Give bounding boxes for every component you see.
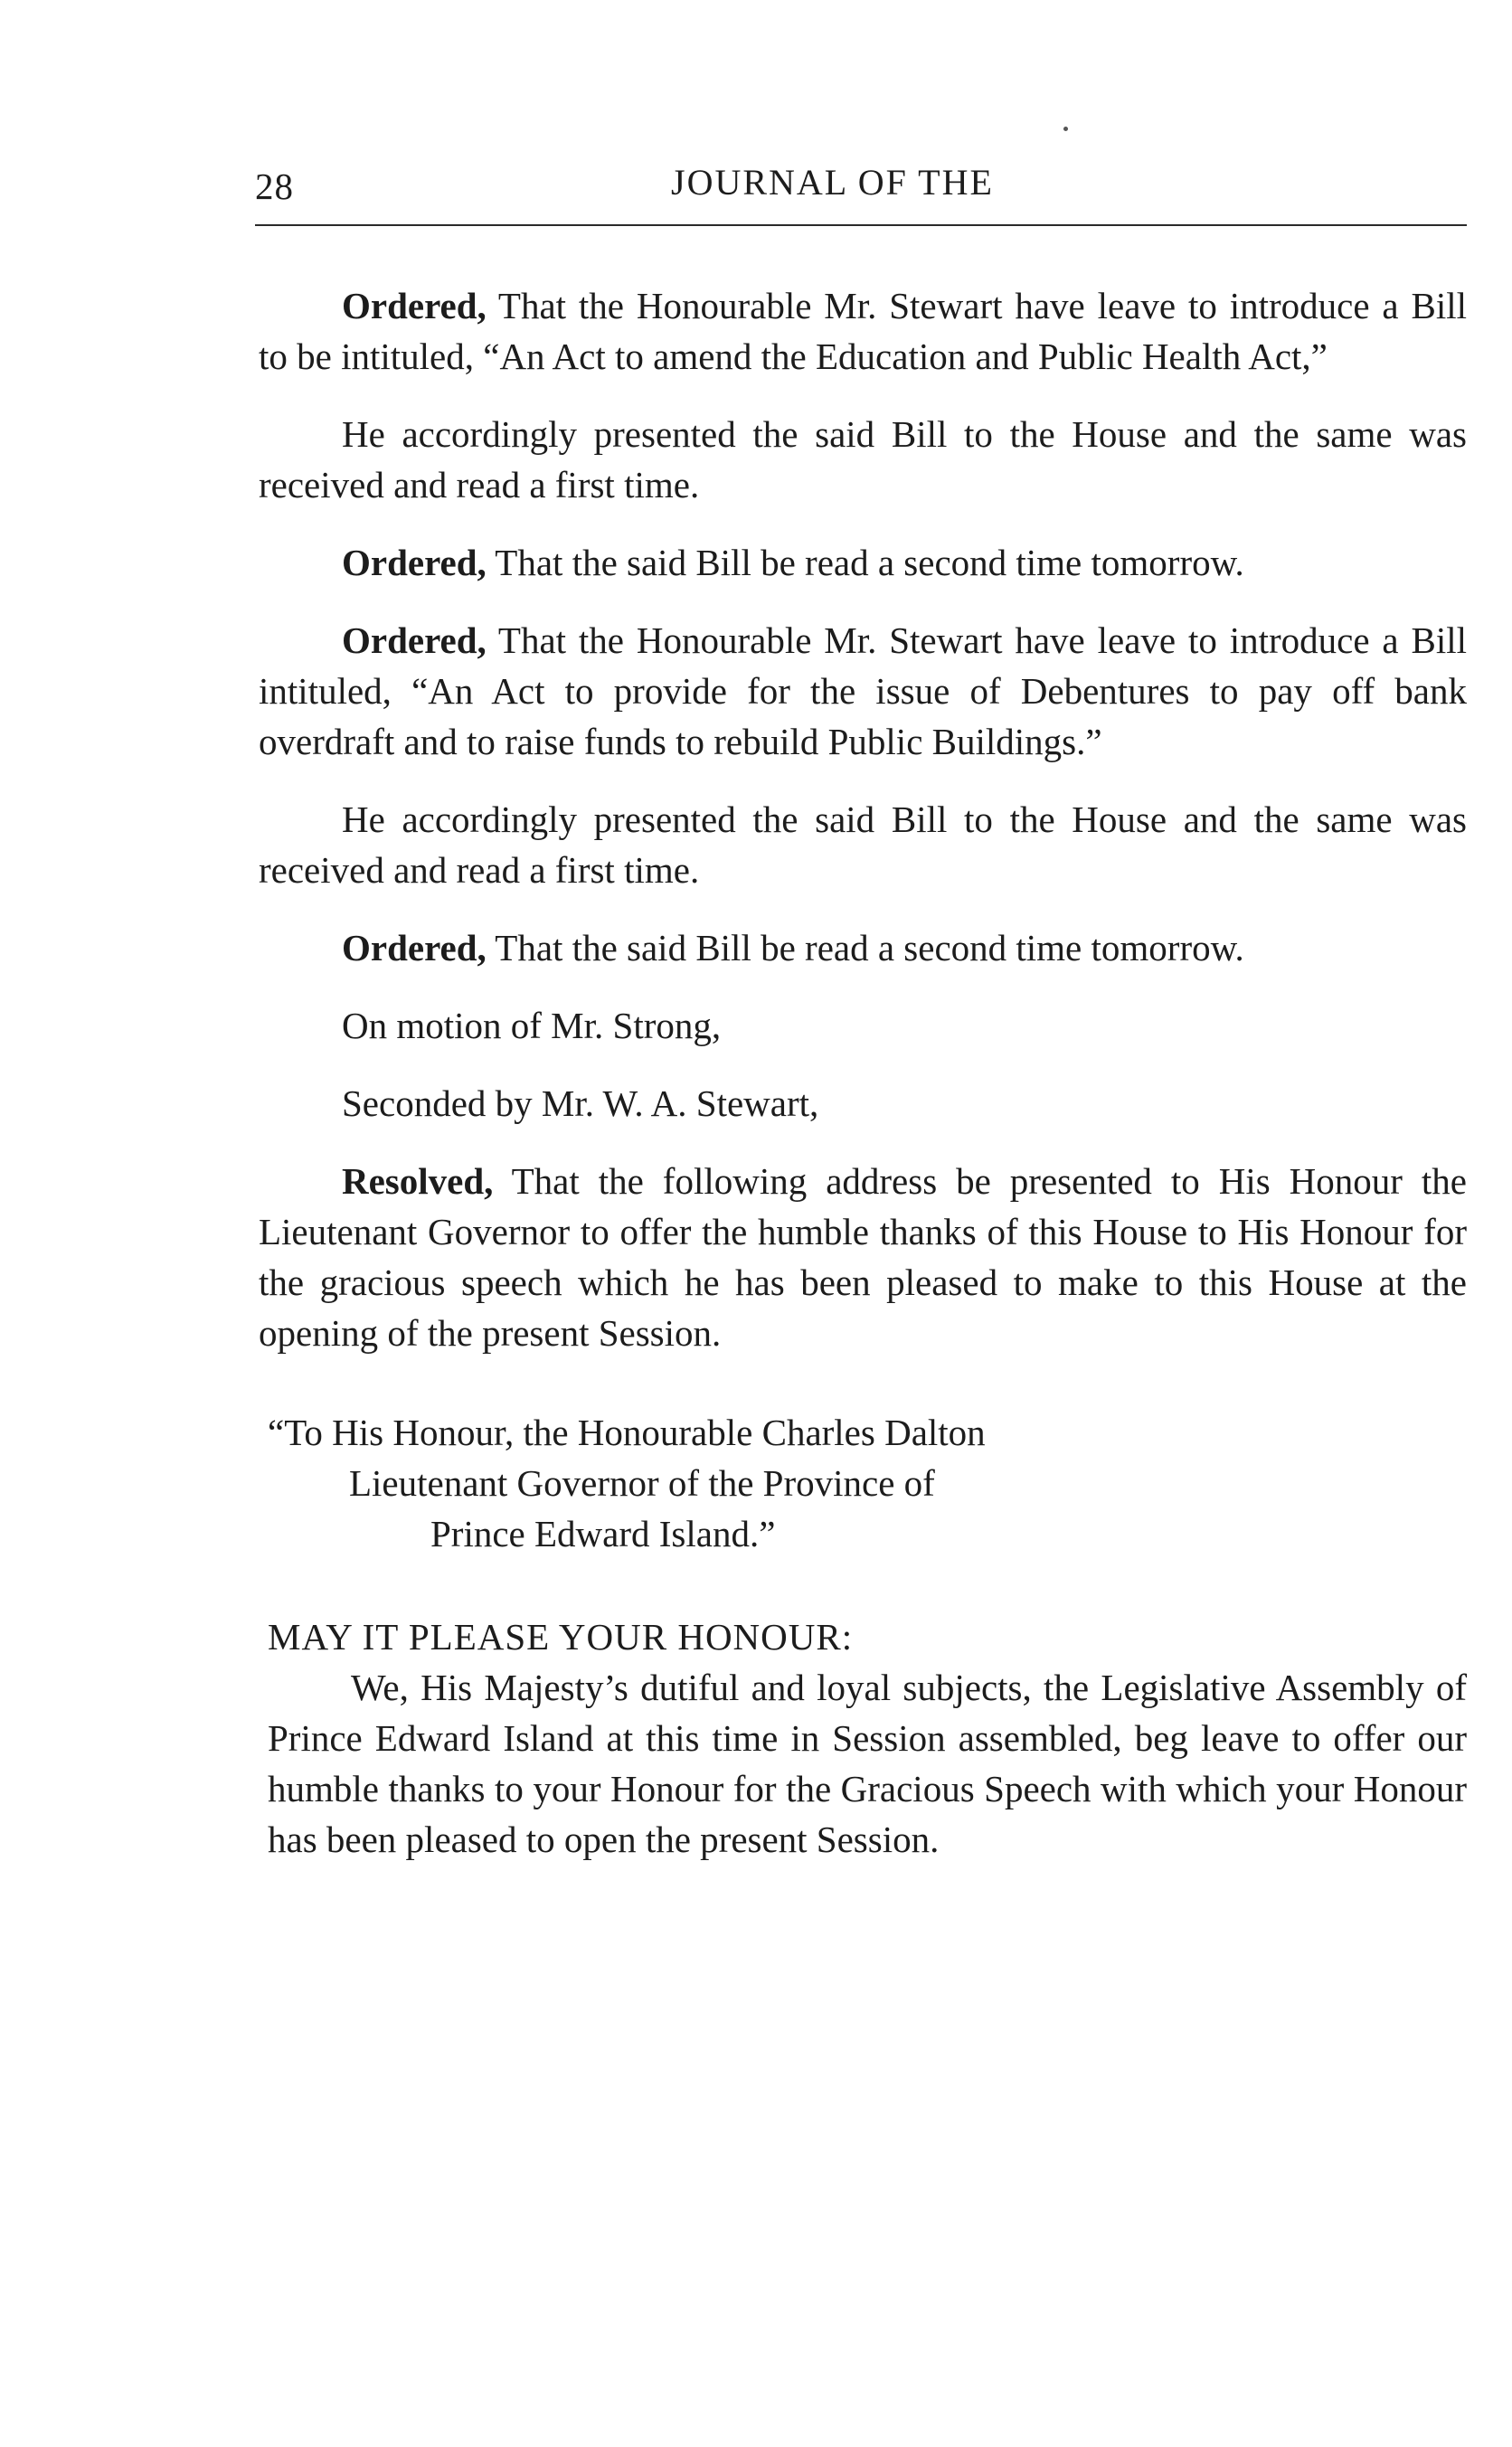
paragraph-ordered-leave-education-bill [259, 280, 1467, 382]
paragraph-resolved-address [259, 1156, 1467, 1358]
header-rule [255, 224, 1467, 226]
address-line-2: Lieutenant Governor of the Province of [349, 1462, 935, 1504]
paragraph-lead: Resolved, [342, 1160, 494, 1202]
paragraph-text: On motion of Mr. Strong, [342, 1005, 722, 1046]
paragraph-text: He accordingly presented the said Bill to the House and the same was received and read a first time. [259, 413, 1467, 505]
paragraph-ordered-second-reading [259, 922, 1467, 973]
paragraph-ordered-leave-debentures-bill [259, 615, 1467, 767]
paragraph-text: That the Honourable Mr. Stewart have leave to introduce a Bill intituled, “An Act to provide for the issue of Debentures to pay off bank overdraft and to raise funds to rebuild Public Buildings.” [259, 619, 1467, 762]
paragraph-text: He accordingly presented the said Bill to the House and the same was received and read a first time. [259, 798, 1467, 891]
page-header [255, 159, 1467, 213]
address-block [259, 1407, 1467, 1559]
paragraph-text: That the following address be presented to His Honour the Lieutenant Governor to offer the humble thanks of this House to His Honour for the gracious speech which he has been pleased to make to this House at the opening of the present Session. [259, 1160, 1467, 1354]
running-head: JOURNAL OF THE [671, 162, 994, 203]
paragraph-lead: Ordered, [342, 542, 487, 583]
salutation: MAY IT PLEASE YOUR HONOUR: [268, 1616, 854, 1658]
address-line-1: “To His Honour, the Honourable Charles Dalton [268, 1412, 986, 1453]
paragraph-motion [259, 1000, 1467, 1051]
print-speck [1063, 127, 1068, 131]
address-line-3: Prince Edward Island.” [430, 1513, 776, 1554]
paragraph-text: That the said Bill be read a second time tomorrow. [486, 927, 1244, 968]
paragraph-lead: Ordered, [342, 927, 487, 968]
journal-body [259, 280, 1467, 1865]
paragraph-presented-first-reading [259, 794, 1467, 895]
paragraph-presented-first-reading [259, 409, 1467, 510]
paragraph-seconded [259, 1078, 1467, 1129]
paragraph-text: Seconded by Mr. W. A. Stewart, [342, 1082, 819, 1124]
paragraph-text: That the Honourable Mr. Stewart have leave to introduce a Bill to be intituled, “An Act to amend the Education and Public Health Act,” [259, 285, 1467, 377]
paragraph-thanks: We, His Majesty’s dutiful and loyal subjects, the Legislative Assembly of Prince Edward Island at this time in Session assembled, beg leave to offer our humble thanks to your Honour for the Gracious Speech with which your Honour has been pleased to open the present Session. [268, 1667, 1467, 1860]
paragraph-ordered-second-reading [259, 537, 1467, 588]
page-number: 28 [255, 165, 294, 207]
paragraph-text: That the said Bill be read a second time tomorrow. [486, 542, 1244, 583]
paragraph-lead: Ordered, [342, 619, 487, 661]
paragraph-lead: Ordered, [342, 285, 487, 326]
